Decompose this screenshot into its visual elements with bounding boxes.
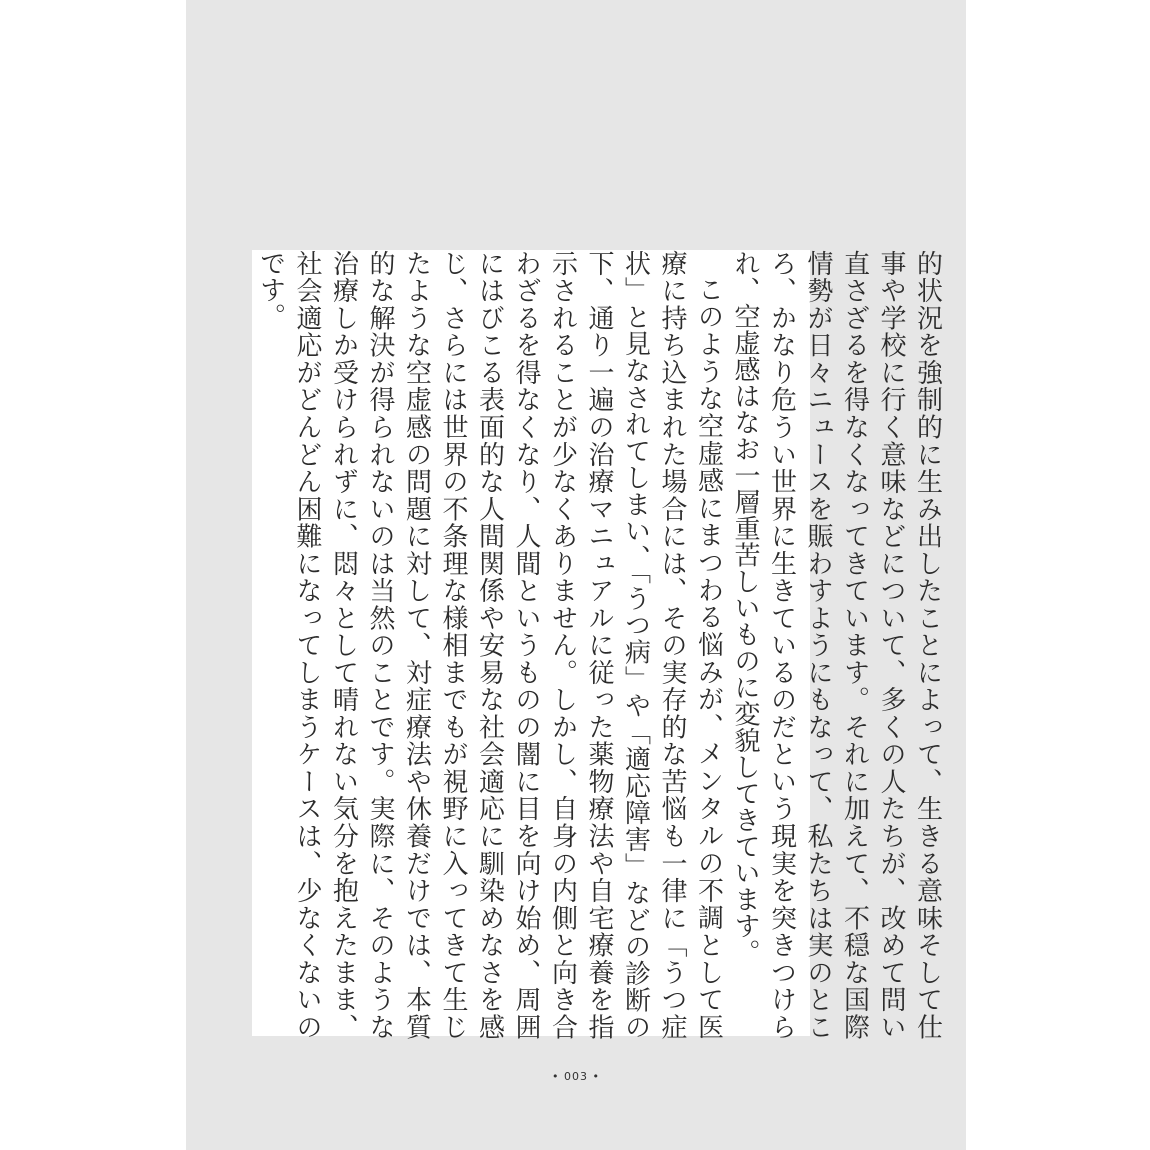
vertical-body-text: [252, 250, 948, 1040]
book-page: [186, 0, 966, 1150]
paragraph-1: 的状況を強制的に生み出したことによって、生きる意味そして仕事や学校に行く意味などについて、多くの人たちが、改めて問い直さざるを得なくなってきています。それに加えて、不穏な国際情勢が日々ニュースを賑わすようにもなって、私たちは実のところ、かなり危うい世界に生きているのだという現実を突きつけられ、空虚感はなお一層重苦しいものに変貌してきています。: [730, 250, 943, 1040]
paragraph-2: このような空虚感にまつわる悩みが、メンタルの不調として医療に持ち込まれた場合には、その実存的な苦悩も一律に「うつ症状」と見なされてしまい、「うつ病」や「適応障害」などの診断の下、通り一遍の治療マニュアルに従った薬物療法や自宅療養を指示されることが少なくありません。しかし、自身の内側と向き合わざるを得なくなり、人間というものの闇に目を向け始め、周囲にはびこる表面的な人間関係や安易な社会適応に馴染めなさを感じ、さらには世界の不条理な様相までもが視野に入ってきて生じたような空虚感の問題に対して、対症療法や休養だけでは、本質的な解決が得られないのは当然のことです。実際に、そのような治療しか受けられずに、悶々として晴れない気分を抱えたまま、社会適応がどんどん困難になってしまうケースは、少なくないのです。: [255, 250, 724, 1041]
page-number: • 003 •: [552, 1070, 600, 1083]
text-block: [252, 250, 943, 1041]
